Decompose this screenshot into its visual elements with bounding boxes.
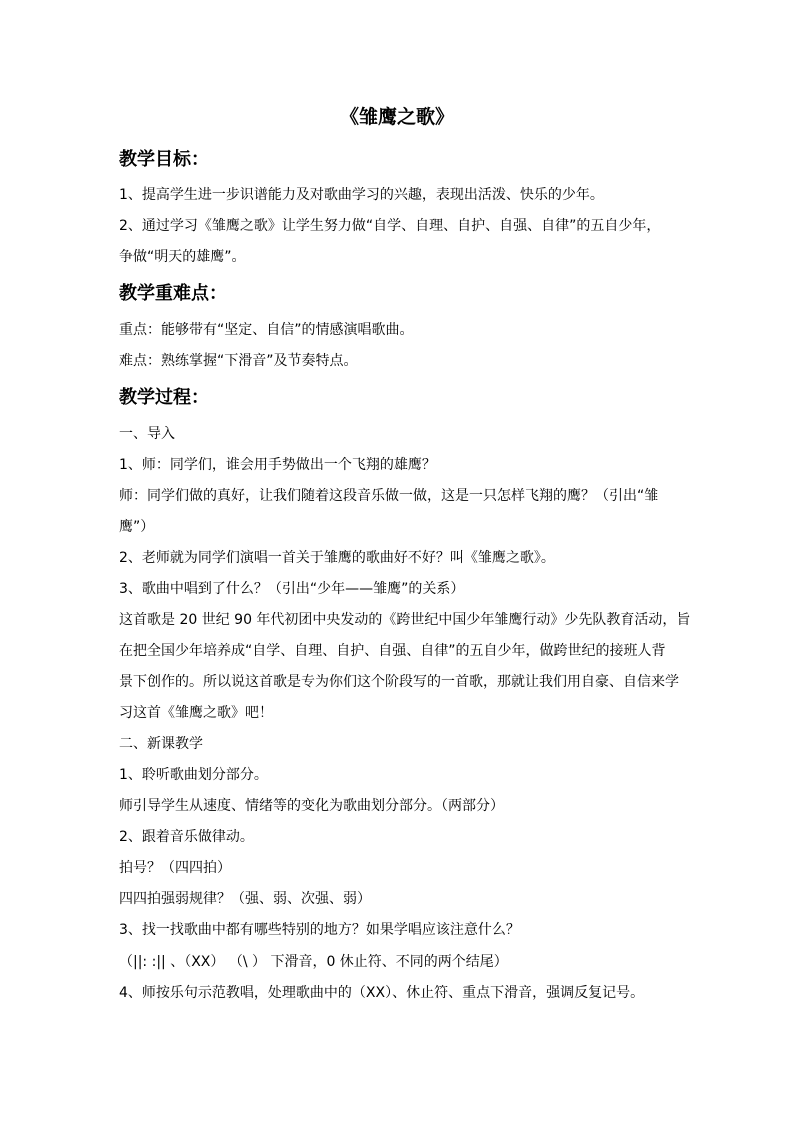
paragraph-line: 1、师：同学们，谁会用手势做出一个飞翔的雄鹰？ (119, 457, 436, 473)
paragraph-line: 景下创作的。所以说这首歌是专为你们这个阶段写的一首歌，那就让我们用自豪、自信来学 (119, 674, 679, 690)
paragraph-line: 习这首《雏鹰之歌》吧！ (119, 705, 273, 721)
paragraph-line: 师：同学们做的真好，让我们随着这段音乐做一做，这是一只怎样飞翔的鹰？（引出“雏 (119, 488, 659, 504)
paragraph-line: 这首歌是 20 世纪 90 年代初团中央发动的《跨世纪中国少年雏鹰行动》少先队教育活动，旨 (119, 612, 691, 628)
paragraph-line: 四四拍强弱规律？（强、弱、次强、弱） (119, 891, 371, 907)
paragraph-line: 一、导入 (119, 426, 175, 442)
paragraph-line: 3、歌曲中唱到了什么？（引出“少年——雏鹰”的关系） (119, 581, 465, 597)
paragraph-line: 二、新课教学 (119, 736, 203, 752)
paragraph-line: 1、提高学生进一步识谱能力及对歌曲学习的兴趣，表现出活泼、快乐的少年。 (119, 187, 604, 203)
paragraph-line: 重点：能够带有“坚定、自信”的情感演唱歌曲。 (119, 322, 414, 338)
paragraph-line: 2、老师就为同学们演唱一首关于雏鹰的歌曲好不好？叫《雏鹰之歌》。 (119, 550, 555, 566)
section-heading-objectives: 教学目标： (119, 149, 209, 170)
paragraph-line: 难点：熟练掌握“下滑音”及节奏特点。 (119, 353, 358, 369)
paragraph-line: 在把全国少年培养成“自学、自理、自护、自强、自律”的五自少年，做跨世纪的接班人背 (119, 643, 666, 659)
paragraph-line: 3、找一找歌曲中都有哪些特别的地方？如果学唱应该注意什么？ (119, 922, 520, 938)
paragraph-line: 鹰”） (119, 519, 155, 535)
paragraph-line: 1、聆听歌曲划分部分。 (119, 767, 268, 783)
paragraph-line: 2、通过学习《雏鹰之歌》让学生努力做“自学、自理、自护、自强、自律”的五自少年， (119, 218, 661, 234)
paragraph-line: 2、跟着音乐做律动。 (119, 829, 254, 845)
paragraph-line: （||: :|| 、（XX） （\ ） 下滑音，0 休止符、不同的两个结尾） (119, 954, 508, 970)
paragraph-line: 师引导学生从速度、情绪等的变化为歌曲划分部分。（两部分） (119, 798, 504, 814)
paragraph-line: 争做“明天的雄鹰”。 (119, 249, 246, 265)
document-title: 《雏鹰之歌》 (339, 106, 454, 128)
paragraph-line: 4、师按乐句示范教唱，处理歌曲中的（XX）、休止符、重点下滑音，强调反复记号。 (119, 985, 645, 1001)
paragraph-line: 拍号？（四四拍） (119, 860, 231, 876)
section-heading-process: 教学过程： (119, 387, 209, 408)
section-heading-key-points: 教学重难点： (119, 283, 227, 304)
